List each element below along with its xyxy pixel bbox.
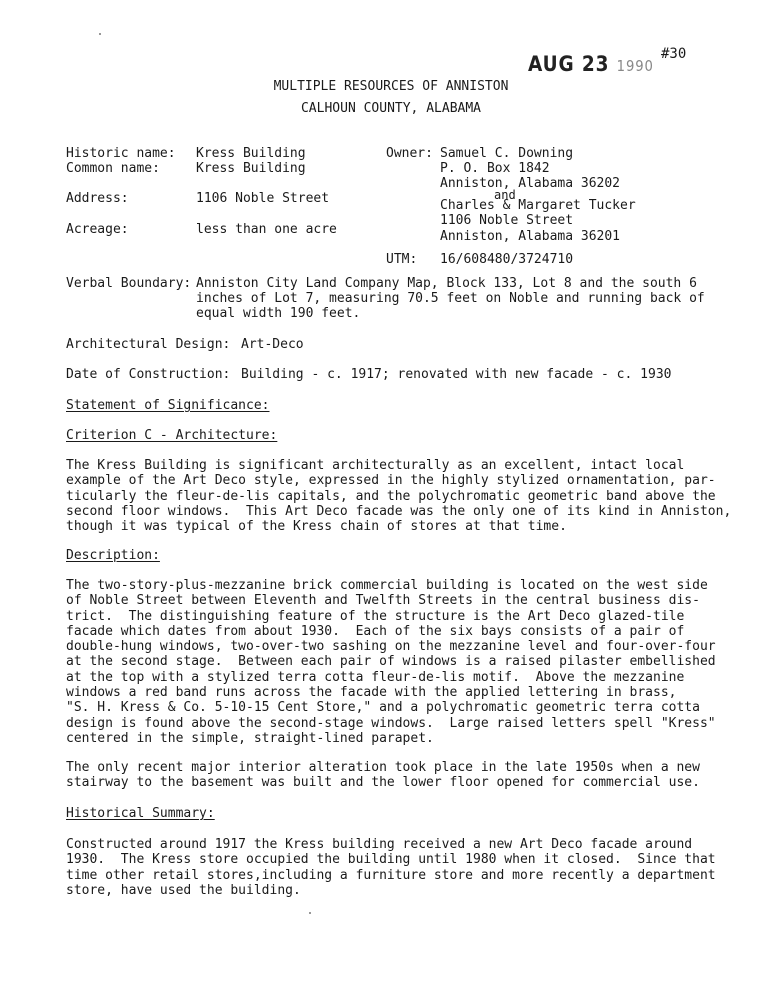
header-subtitle: CALHOUN COUNTY, ALABAMA — [300, 101, 481, 116]
verbal-boundary-line: inches of Lot 7, measuring 70.5 feet on Noble and running back of — [196, 291, 705, 306]
paragraph-line: at the top with a stylized terra cotta fleur-de-lis motif. Above the mezzanine — [66, 669, 685, 685]
verbal-boundary-line: Anniston City Land Company Map, Block 133, Lot 8 and the south 6 — [196, 276, 697, 291]
description-paragraph-2 — [66, 760, 726, 791]
common-name-value: Kress Building — [196, 161, 306, 176]
stamp-year: 1990 — [616, 57, 654, 75]
owner-line: Samuel C. Downing — [440, 146, 574, 161]
paragraph-line: though it was typical of the Kress chain of stores at that time. — [66, 519, 567, 535]
paragraph-line: The two-story-plus-mezzanine brick commercial building is located on the west side — [66, 578, 708, 593]
scan-speck — [99, 33, 101, 35]
acreage-value: less than one acre — [196, 222, 337, 237]
paragraph-line: facade which dates from about 1930. Each of the six bays consists of a pair of — [66, 623, 685, 639]
owner-label: Owner: — [386, 146, 433, 161]
paragraph-line: stairway to the basement was built and the lower floor opened for commercial use. — [66, 775, 700, 791]
paragraph-line: windows a red band runs across the facade with the applied lettering in brass, — [66, 685, 677, 701]
paragraph-line: example of the Art Deco style, expressed in the highly stylized ornamentation, par- — [66, 473, 716, 489]
paragraph-line: Constructed around 1917 the Kress building received a new Art Deco facade around — [66, 837, 693, 852]
date-of-construction-label: Date of Construction: — [66, 367, 231, 382]
historic-name-label: Historic name: — [66, 146, 176, 161]
acreage-label: Acreage: — [66, 222, 129, 237]
historic-name-value: Kress Building — [196, 146, 306, 161]
common-name-label: Common name: — [66, 161, 160, 176]
paragraph-line: store, have used the building. — [66, 882, 301, 898]
owner-line: P. O. Box 1842 — [440, 161, 550, 176]
description-paragraph-1 — [66, 578, 726, 746]
criterion-paragraph — [66, 458, 732, 535]
owner-line: Charles & Margaret Tucker — [440, 198, 636, 213]
paragraph-line: The only recent major interior alteration took place in the late 1950s when a new — [66, 760, 700, 775]
owner-line: Anniston, Alabama 36202 — [440, 176, 621, 191]
paragraph-line: The Kress Building is significant architecturally as an excellent, intact local — [66, 458, 685, 473]
paragraph-line: time other retail stores,including a furniture store and more recently a department — [66, 867, 716, 883]
scan-speck — [309, 912, 311, 914]
paragraph-line: "S. H. Kress & Co. 5-10-15 Cent Store," and a polychromatic geometric terra cotta — [66, 700, 700, 716]
paragraph-line: of Noble Street between Eleventh and Twelfth Streets in the central business dis- — [66, 593, 700, 609]
verbal-boundary-line: equal width 190 feet. — [196, 306, 361, 321]
date-of-construction-value: Building - c. 1917; renovated with new facade - c. 1930 — [241, 367, 672, 382]
utm-value: 16/608480/3724710 — [440, 252, 574, 267]
paragraph-line: double-hung windows, two-over-two sashing on the mezzanine level and four-over-four — [66, 639, 716, 655]
page-number: #30 — [661, 46, 687, 62]
significance-heading: Statement of Significance: — [66, 398, 270, 413]
paragraph-line: centered in the simple, straight-lined parapet. — [66, 730, 434, 746]
historical-summary-paragraph — [66, 837, 726, 898]
stamp-date: AUG 23 — [528, 52, 610, 76]
owner-line: Anniston, Alabama 36201 — [440, 229, 621, 244]
historical-summary-heading: Historical Summary: — [66, 806, 215, 821]
address-value: 1106 Noble Street — [196, 191, 330, 206]
paragraph-line: at the second stage. Between each pair of windows is a raised pilaster embellished — [66, 654, 716, 670]
address-label: Address: — [66, 191, 129, 206]
header-title: MULTIPLE RESOURCES OF ANNISTON — [273, 79, 509, 94]
verbal-boundary-label: Verbal Boundary: — [66, 276, 192, 291]
architectural-design-label: Architectural Design: — [66, 337, 231, 352]
owner-line: 1106 Noble Street — [440, 213, 574, 228]
description-heading: Description: — [66, 548, 160, 563]
paragraph-line: second floor windows. This Art Deco facade was the only one of its kind in Anniston, — [66, 503, 732, 519]
criterion-heading: Criterion C - Architecture: — [66, 428, 278, 443]
paragraph-line: trict. The distinguishing feature of the structure is the Art Deco glazed-tile — [66, 608, 685, 624]
utm-label: UTM: — [386, 252, 418, 267]
owner-line-and: and — [494, 188, 516, 202]
date-received-stamp — [528, 52, 654, 76]
paragraph-line: ticularly the fleur-de-lis capitals, and the polychromatic geometric band above the — [66, 488, 716, 504]
paragraph-line: design is found above the second-stage windows. Large raised letters spell "Kress" — [66, 715, 716, 731]
architectural-design-value: Art-Deco — [241, 337, 304, 352]
paragraph-line: 1930. The Kress store occupied the building until 1980 when it closed. Since that — [66, 852, 716, 868]
